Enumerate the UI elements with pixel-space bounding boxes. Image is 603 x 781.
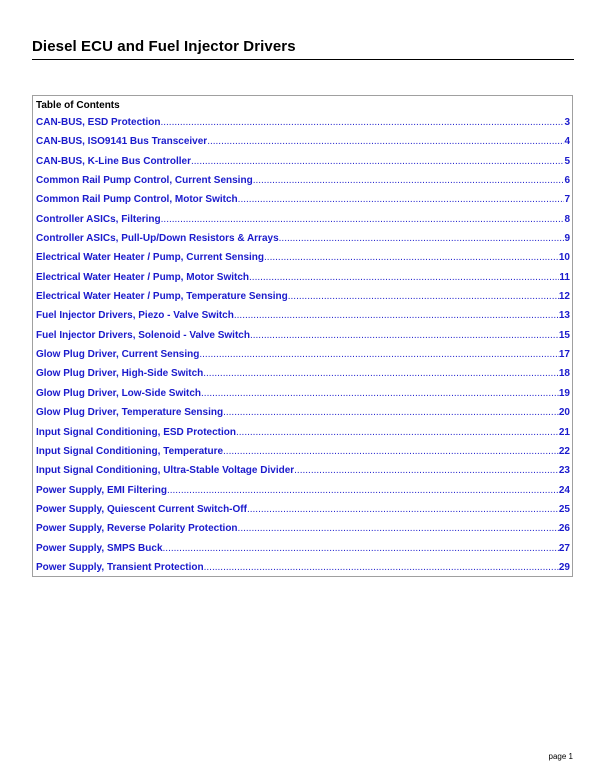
toc-entry-label[interactable]: Glow Plug Driver, Current Sensing — [36, 349, 200, 361]
toc-entry-page-number[interactable]: 29 — [558, 561, 570, 573]
toc-entry-link[interactable] — [36, 175, 570, 194]
toc-entry-link[interactable] — [36, 272, 570, 291]
toc-entry-link[interactable] — [36, 388, 570, 407]
toc-entry-page-number[interactable]: 9 — [564, 233, 570, 245]
toc-entry-page-number[interactable]: 21 — [558, 426, 570, 438]
toc-entry-link[interactable] — [36, 291, 570, 310]
toc-dot-leader — [238, 194, 565, 205]
toc-entry-page-number[interactable]: 4 — [564, 136, 570, 148]
toc-dot-leader — [294, 465, 559, 476]
toc-dot-leader — [288, 291, 559, 302]
toc-entry-link[interactable] — [36, 543, 570, 562]
toc-entry-label[interactable]: Glow Plug Driver, Low-Side Switch — [36, 387, 202, 399]
toc-entry-link[interactable] — [36, 427, 570, 446]
toc-entry-label[interactable]: CAN-BUS, ESD Protection — [36, 117, 161, 128]
toc-entry-page-number[interactable]: 11 — [559, 271, 570, 283]
page-number-footer: page 1 — [548, 752, 573, 761]
toc-entry-link[interactable] — [36, 233, 570, 252]
toc-entry-page-number[interactable]: 19 — [558, 387, 570, 399]
toc-entry-link[interactable] — [36, 562, 570, 581]
document-title: Diesel ECU and Fuel Injector Drivers — [32, 38, 296, 55]
toc-entry-link[interactable] — [36, 310, 570, 329]
toc-entry-page-number[interactable]: 27 — [558, 542, 570, 554]
toc-entry-label[interactable]: Power Supply, SMPS Buck — [36, 542, 163, 554]
toc-entry-link[interactable] — [36, 407, 570, 426]
toc-entry-label[interactable]: Fuel Injector Drivers, Solenoid - Valve Switch — [36, 329, 250, 341]
toc-entry-link[interactable] — [36, 465, 570, 484]
toc-entry-link[interactable] — [36, 214, 570, 233]
toc-entry-link[interactable] — [36, 156, 570, 175]
toc-heading: Table of Contents — [36, 100, 120, 111]
toc-entry-link[interactable] — [36, 194, 570, 213]
toc-entry-label[interactable]: Fuel Injector Drivers, Piezo - Valve Switch — [36, 310, 234, 322]
toc-dot-leader — [234, 310, 559, 321]
toc-entry-label[interactable]: Controller ASICs, Pull-Up/Down Resistors & Arrays — [36, 233, 279, 245]
toc-entry-page-number[interactable]: 3 — [564, 117, 570, 128]
toc-entry-link[interactable] — [36, 446, 570, 465]
toc-entry-label[interactable]: CAN-BUS, ISO9141 Bus Transceiver — [36, 136, 208, 148]
toc-entry-link[interactable] — [36, 330, 570, 349]
toc-entry-label[interactable]: Input Signal Conditioning, ESD Protection — [36, 426, 236, 438]
toc-entry-label[interactable]: Glow Plug Driver, High-Side Switch — [36, 368, 204, 380]
toc-entry-page-number[interactable]: 5 — [564, 155, 570, 167]
toc-dot-leader — [249, 272, 559, 283]
toc-entry-label[interactable]: Electrical Water Heater / Pump, Motor Switch — [36, 271, 250, 283]
toc-dot-leader — [247, 504, 559, 515]
toc-dot-leader — [264, 252, 559, 263]
toc-dot-leader — [250, 330, 559, 341]
toc-entry-page-number[interactable]: 22 — [558, 445, 570, 457]
toc-entry-label[interactable]: Power Supply, Reverse Polarity Protection — [36, 523, 238, 535]
toc-entry-page-number[interactable]: 10 — [558, 252, 570, 264]
toc-dot-leader — [163, 543, 559, 554]
toc-dot-leader — [253, 175, 565, 186]
toc-entry-link[interactable] — [36, 504, 570, 523]
toc-dot-leader — [223, 407, 559, 418]
toc-entry-link[interactable] — [36, 485, 570, 504]
table-of-contents — [32, 95, 573, 577]
toc-dot-leader — [167, 485, 559, 496]
toc-entry-page-number[interactable]: 7 — [564, 194, 570, 206]
toc-entry-label[interactable]: Glow Plug Driver, Temperature Sensing — [36, 407, 224, 419]
toc-entry-page-number[interactable]: 25 — [558, 503, 570, 515]
toc-dot-leader — [161, 214, 565, 225]
toc-dot-leader — [236, 427, 559, 438]
toc-entry-label[interactable]: Input Signal Conditioning, Ultra-Stable Voltage Divider — [36, 465, 295, 477]
toc-dot-leader — [201, 388, 559, 399]
toc-entry-label[interactable]: Input Signal Conditioning, Temperature — [36, 445, 224, 457]
toc-entry-label[interactable]: Power Supply, Transient Protection — [36, 561, 204, 573]
toc-entry-page-number[interactable]: 26 — [558, 523, 570, 535]
toc-dot-leader — [207, 136, 564, 147]
toc-entry-page-number[interactable]: 24 — [558, 484, 570, 496]
toc-entry-page-number[interactable]: 15 — [558, 329, 570, 341]
toc-entry-label[interactable]: Common Rail Pump Control, Motor Switch — [36, 194, 238, 206]
toc-entry-link[interactable] — [36, 349, 570, 368]
toc-entry-label[interactable]: Electrical Water Heater / Pump, Current Sensing — [36, 252, 265, 264]
toc-entry-page-number[interactable]: 17 — [558, 349, 570, 361]
toc-entry-link[interactable] — [36, 252, 570, 271]
toc-dot-leader — [160, 117, 564, 128]
toc-entry-link[interactable] — [36, 136, 570, 155]
toc-entry-label[interactable]: Electrical Water Heater / Pump, Temperature Sensing — [36, 291, 288, 303]
toc-dot-leader — [191, 156, 564, 167]
toc-dot-leader — [223, 446, 559, 457]
toc-entry-page-number[interactable]: 6 — [564, 175, 570, 187]
toc-entry-link[interactable] — [36, 523, 570, 542]
toc-entry-label[interactable]: Common Rail Pump Control, Current Sensing — [36, 175, 253, 187]
toc-dot-leader — [199, 349, 559, 360]
toc-entry-label[interactable]: CAN-BUS, K-Line Bus Controller — [36, 155, 191, 167]
toc-dot-leader — [238, 523, 559, 534]
toc-entry-label[interactable]: Power Supply, EMI Filtering — [36, 484, 167, 496]
toc-dot-leader — [204, 562, 559, 573]
toc-entry-page-number[interactable]: 23 — [558, 465, 570, 477]
title-divider — [32, 59, 574, 60]
toc-entry-link[interactable] — [36, 368, 570, 387]
toc-entry-page-number[interactable]: 18 — [558, 368, 570, 380]
toc-entry-link[interactable] — [36, 117, 570, 136]
toc-entry-page-number[interactable]: 13 — [558, 310, 570, 322]
toc-entry-label[interactable]: Controller ASICs, Filtering — [36, 213, 161, 225]
toc-entry-label[interactable]: Power Supply, Quiescent Current Switch-Off — [36, 503, 247, 515]
toc-dot-leader — [279, 233, 565, 244]
toc-entry-page-number[interactable]: 20 — [558, 407, 570, 419]
toc-dot-leader — [203, 368, 559, 379]
toc-entry-page-number[interactable]: 8 — [564, 213, 570, 225]
toc-entry-page-number[interactable]: 12 — [558, 291, 570, 303]
toc-list — [36, 117, 570, 581]
